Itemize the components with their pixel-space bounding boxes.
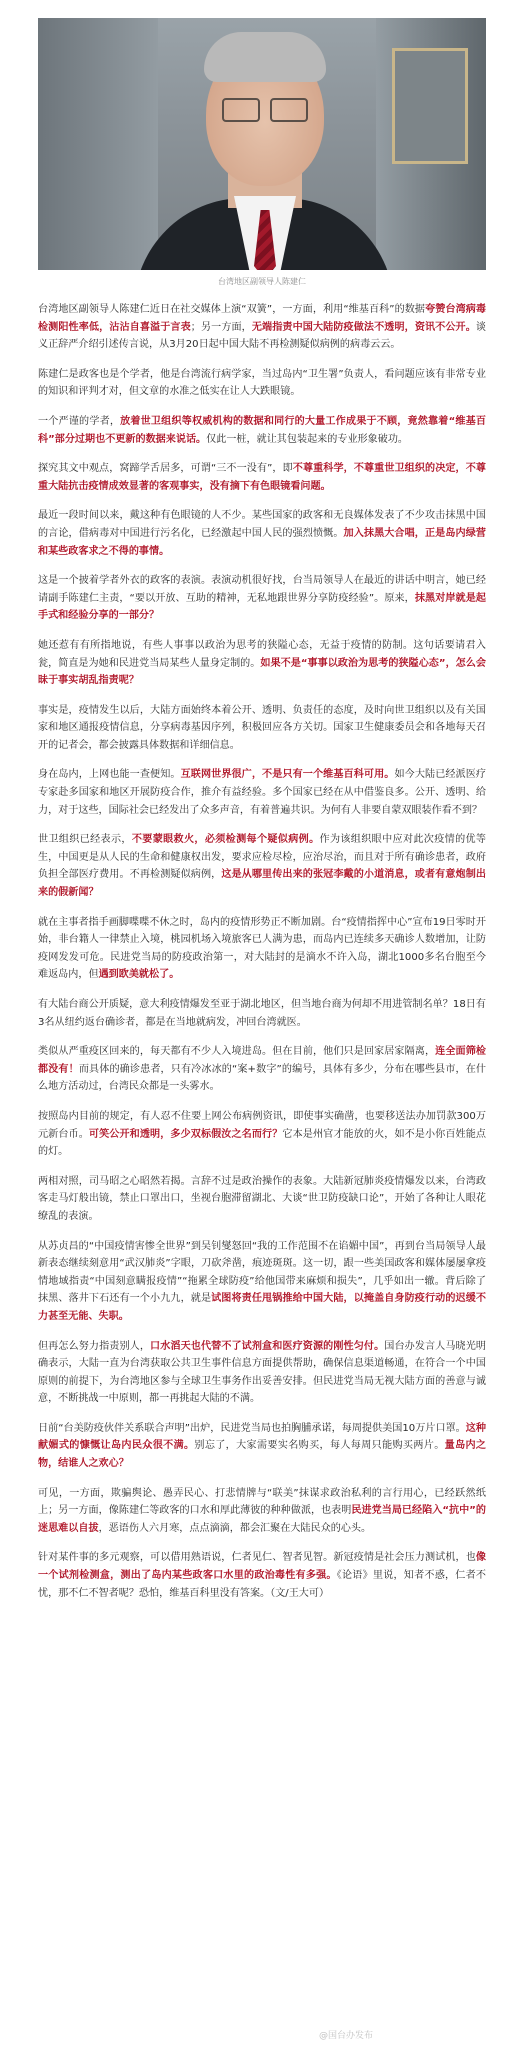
article-paragraph [38,1108,486,1161]
highlighted-text: 加入抹黑大合唱，正是岛内绿营和某些政客求之不得的事情。 [38,527,486,557]
paragraph-text: 这是一个披着学者外衣的政客的表演。表演动机很好找，台当局领导人在最近的讲话中明言，她已经请副手陈建仁主责，“要以开放、互助的精神，无私地跟世界分享防疫经验”。原来， [38,575,486,604]
paragraph-text: 最近一段时间以来，戴这种有色眼镜的人不少。某些国家的政客和无良媒体发表了不少攻击抹黑中国的言论，借病毒对中国进行污名化，已经激起中国人民的强烈愤慨。 [38,510,486,539]
paragraph-text: 谈义正辞严介绍引述传言说，从3月20日起中国大陆不再检测疑似病例的病毒云云。 [38,321,487,351]
paragraph-text: 日前“台美防疫伙伴关系联合声明”出炉，民进党当局也拍胸脯承诺，每周提供美国10万片口罩。 [38,1422,466,1434]
article-paragraph [38,301,486,354]
highlighted-text: 互联网世界很广，不是只有一个维基百科可用。 [180,769,395,781]
highlighted-text: 放着世卫组织等权威机构的数据和同行的大量工作成果于不顾，竟然靠着“维基百科”部分过期也不更新的数据来说话。 [38,415,487,445]
paragraph-text: 身在岛内，上网也能一查便知。 [38,769,181,781]
paragraph-text: ，恶语伤人六月寒，点点滴滴，都会汇聚在大陆民众的心头。 [98,1522,372,1534]
highlighted-text: 不要蒙眼救火，必须检测每个疑似病例。 [131,834,320,846]
article-paragraph [38,1338,486,1408]
highlighted-text: 抹黑对岸就是起手式和经验分享的一部分？ [38,592,486,622]
paragraph-text: 一个严谨的学者， [38,415,121,427]
article-paragraph [38,1043,486,1096]
paragraph-text: 作为该组织眼中应对此次疫情的优等生，中国更是从人民的生命和健康权出发，要求应检尽检，应治尽治，而且对于所有确诊患者，政府负担全部医疗费用。不再检测疑似病例， [38,834,487,881]
photo-caption: 台湾地区副领导人陈建仁 [218,277,306,286]
article-paragraph [38,996,486,1031]
article-paragraph [38,366,486,401]
paragraph-text: 类似从严重疫区回来的，每天都有不少人入境进岛。但在目前，他们只是回家居家隔离， [38,1046,436,1058]
article [38,18,486,1614]
watermark: @国台办发布 [318,2031,373,2041]
paragraph-text: 陈建仁是政客也是个学者，他是台湾流行病学家，当过岛内“卫生署”负责人，看问题应该有非常专业的知识和评判才对，但文章的水准之低实在让人大跌眼镜。 [38,368,486,398]
paragraph-text: 就在主事者指手画脚喋喋不休之时，岛内的疫情形势正不断加剧。台“疫情指挥中心”宣布19日零时开始，非台籍人一律禁止入境，桃园机场入境旅客已人满为患，而岛内已连续多天确诊人数增加，让防疫网发发可危。民进党当局的防疫政治第一，对大陆封的是滴水不许入岛，湖北1000多名台胞至今难返岛内，但 [38,916,486,981]
article-paragraph [38,1238,486,1326]
article-paragraph [38,1173,486,1226]
paragraph-text: ；另一方面， [190,321,252,333]
paragraph-text: 《论语》里说，知者不惑，仁者不忧，那不仁不智者呢？恐怕，维基百科里没有答案。（文/王大可） [38,1570,486,1599]
highlighted-text: 连全面筛检都没有！ [38,1046,487,1075]
paragraph-text: 而具体的确诊患者，只有冷冰冰的“案+数字”的编号，具体有多少，分布在哪些县市，在什么地方活动过，台湾民众都是一头雾水。 [38,1063,486,1093]
article-paragraph [38,831,486,901]
photo-picture-frame [392,48,468,164]
article-paragraph [38,914,486,984]
highlighted-text: 不尊重科学，不尊重世卫组织的决定，不尊重大陆抗击疫情成效显著的客观事实，没有摘下有色眼镜看问题。 [38,463,486,492]
highlighted-text: 口水滔天也代替不了试剂盒和医疗资源的刚性匀付。 [150,1340,385,1352]
highlighted-text: 遇到欧美就松了。 [98,969,180,981]
paragraph-text: 如今大陆已经派医疗专家赴多国家和地区开展防疫合作，推介有益经验。多个国家已经在从中借鉴良多。公开、透明、给力，对于这些，国际社会已经发出了众多声音，有着普遍共识。为何有人非要自蒙双眼装作看不到？ [38,769,487,816]
article-paragraph [38,766,486,819]
paragraph-text: 别忘了，大家需要实名购买，每人每周只能购买两片。 [194,1440,445,1452]
article-photo [38,18,486,270]
article-paragraph [38,460,486,495]
photo-glasses [222,98,308,120]
paragraph-text: 她还惹有有所指地说，有些人事事以政治为思考的狭隘心态，无益于疫情的防制。这句话要请君入瓮，简直是为她和民进党当局某些人量身定制的。 [38,639,486,669]
paragraph-text: 国台办发言人马晓光明确表示，大陆一直为台湾获取公共卫生事件信息方面提供帮助，确保信息渠道畅通，在符合一个中国原则的前提下，为台湾地区参与全球卫生事务作出妥善安排。但民进党当局无视大陆方面的善意与诚意，不断挑战一中原则，都一再挑起大陆的不满。 [38,1340,487,1405]
highlighted-text: 民进党当局已经陷入“抗中”的迷思难以自拔 [38,1505,486,1534]
paragraph-text: 有大陆台商公开质疑，意大利疫情爆发至亚于湖北地区，但当地台商为何却不用进管制名单？18日有3名从纽约返台确诊者，都是在当地就病发，冲回台湾就医。 [38,999,486,1028]
highlighted-text: 试图将责任甩锅推给中国大陆，以掩盖自身防疫行动的迟缓不力甚至无能、失职。 [38,1293,486,1322]
paragraph-text: 可见，一方面，欺骗舆论、愚弄民心、打悲情牌与“联美”抹谋求政治私利的言行用心，已经跃然纸上；另一方面，像陈建仁等政客的口水和厚此薄彼的种种做派，也表明 [38,1487,486,1517]
highlighted-text: 这种献媚式的慷慨让岛内民众很不满。 [38,1422,487,1452]
paragraph-text: 台湾地区副领导人陈建仁近日在社交媒体上演“双簧”，一方面，利用“维基百科”的数据 [38,304,426,315]
article-paragraph [38,1549,486,1602]
article-paragraph [38,1420,486,1473]
paragraph-text: 事实是，疫情发生以后，大陆方面始终本着公开、透明、负责任的态度，及时向世卫组织以及有关国家和地区通报疫情信息，分享病毒基因序列，积极回应各方关切。国家卫生健康委员会和各地每天召开的记者会，都会披露具体数据和详细信息。 [38,704,486,751]
paragraph-text: 从苏贞昌的“中国疫情害惨全世界”到吴钊燮怒回“我的工作范围不在谄媚中国”，再到台当局领导人最新表态继续刻意用“武汉肺炎”字眼，刀砍斧凿，痕迹斑斑。这一切，跟一些美国政客和媒体屡屡拿疫情地域指责“中国刻意瞒报疫情”“拖累全球防疫”给他国带来麻烦和损失”，几乎如出一辙。背后除了抹黑、落井下石还有一个小九九，就是 [38,1240,486,1305]
article-paragraph [38,413,486,448]
highlighted-text: 这是从哪里传出来的张冠李戴的小道消息，或者有意炮制出来的假新闻？ [38,869,487,899]
paragraph-text: 针对某件事的多元观察，可以借用熟语说，仁者见仁、智者见智。新冠疫情是社会压力测试机，也 [38,1552,476,1564]
article-paragraph [38,572,486,625]
paragraph-text: 按照岛内目前的规定，有人忍不住要上网公布病例资讯，即使事实确凿，也要移送法办加罚款300万元新台币。 [38,1110,486,1140]
photo-hair [204,32,326,82]
photo-background-left [38,18,158,270]
paragraph-text: 仅此一桩，就让其包装起来的专业形象破功。 [206,433,409,445]
highlighted-text: 量岛内之物，结谁人之欢心？ [38,1440,487,1470]
highlighted-text: 像一个试剂检测盒，测出了岛内某些政客口水里的政治毒性有多强。 [38,1552,486,1582]
highlighted-text: 夸赞台湾病毒检测阳性率低，沾沾自喜溢于言表 [38,304,487,333]
article-paragraph [38,507,486,560]
highlighted-text: 如果不是“事事以政治为思考的狭隘心态”，怎么会昧于事实胡乱指责呢？ [38,657,486,687]
paragraph-text: 它本是州官才能放的火，如不是小你百姓能点的灯。 [38,1128,487,1158]
article-paragraph [38,637,486,690]
paragraph-text: 两相对照，司马昭之心昭然若揭。言辞不过是政治操作的表象。大陆新冠肺炎疫情爆发以来，台湾政客走马灯般出镜，禁止口罩出口，坐视台胞滞留湖北、大谈“世卫防疫缺口论”，开始了各种让人眼花缭乱的表演。 [38,1175,486,1222]
article-paragraph [38,1485,486,1538]
article-paragraph [38,702,486,755]
highlighted-text: 可笑公开和透明，多少双标假汝之名而行？ [88,1128,283,1140]
paragraph-text: 探究其文中观点，窝蹄学舌居多，可谓“三不一没有”，即 [38,463,293,475]
article-body [38,301,486,1602]
highlighted-text: 无端指责中国大陆防疫做法不透明，资讯不公开。 [251,321,476,333]
paragraph-text: 世卫组织已经表示， [38,834,132,846]
paragraph-text: 但再怎么努力指责别人， [38,1340,151,1352]
